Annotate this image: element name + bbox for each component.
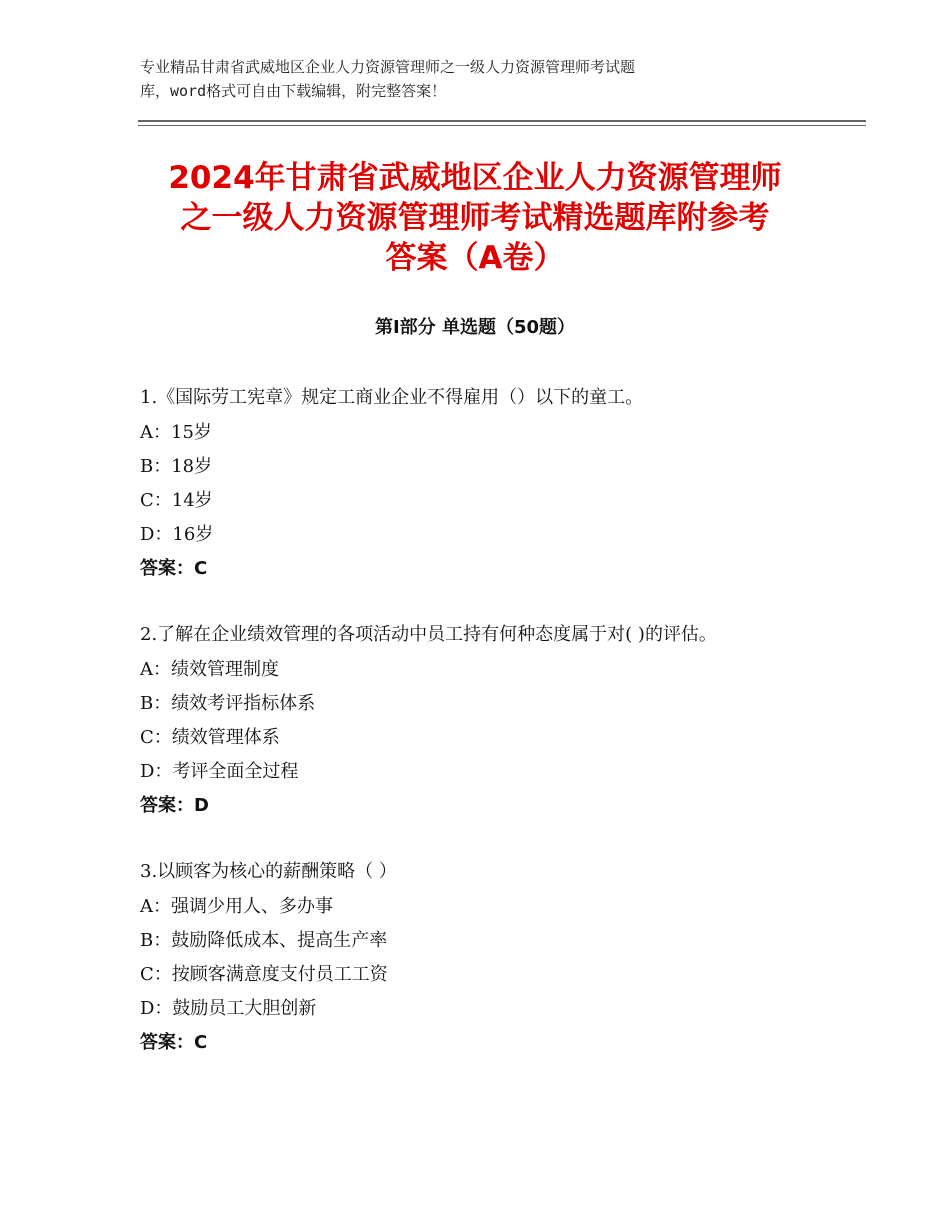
option-a: A：强调少用人、多办事 <box>140 896 333 917</box>
question-3 <box>140 856 820 1060</box>
answer: 答案：C <box>140 1032 208 1053</box>
option-d: D：16岁 <box>140 524 214 545</box>
option-b: B：鼓励降低成本、提高生产率 <box>140 930 388 951</box>
question-list <box>140 382 820 1093</box>
option-d: D：鼓励员工大胆创新 <box>140 998 317 1019</box>
option-c: C：绩效管理体系 <box>140 727 280 748</box>
header-divider <box>138 120 866 126</box>
question-1 <box>140 382 820 586</box>
option-d: D：考评全面全过程 <box>140 761 299 782</box>
option-b: B：绩效考评指标体系 <box>140 693 316 714</box>
option-a: A：15岁 <box>140 422 212 443</box>
question-stem: 2.了解在企业绩效管理的各项活动中员工持有何种态度属于对( )的评估。 <box>140 624 717 645</box>
question-2 <box>140 619 820 823</box>
section-heading: 第Ⅰ部分 单选题（50题） <box>374 317 575 338</box>
option-c: C：14岁 <box>140 490 213 511</box>
question-stem: 3.以顾客为核心的薪酬策略（ ） <box>140 861 397 882</box>
answer: 答案：D <box>140 795 209 816</box>
header-note-line-1: 专业精品甘肃省武威地区企业人力资源管理师之一级人力资源管理师考试题 <box>140 58 636 76</box>
document-title-line-2: 之一级人力资源管理师考试精选题库附参考 <box>180 200 770 236</box>
option-a: A：绩效管理制度 <box>140 659 279 680</box>
document-title-line-3: 答案（A卷） <box>385 240 565 276</box>
option-b: B：18岁 <box>140 456 213 477</box>
header-note-line-2: 库，word格式可自由下载编辑，附完整答案！ <box>140 82 447 100</box>
header-note <box>140 55 780 103</box>
document-title <box>120 158 830 278</box>
option-c: C：按顾客满意度支付员工工资 <box>140 964 388 985</box>
question-stem: 1.《国际劳工宪章》规定工商业企业不得雇用（）以下的童工。 <box>140 387 644 408</box>
document-title-line-1: 2024年甘肃省武威地区企业人力资源管理师 <box>168 160 782 196</box>
answer: 答案：C <box>140 558 208 579</box>
